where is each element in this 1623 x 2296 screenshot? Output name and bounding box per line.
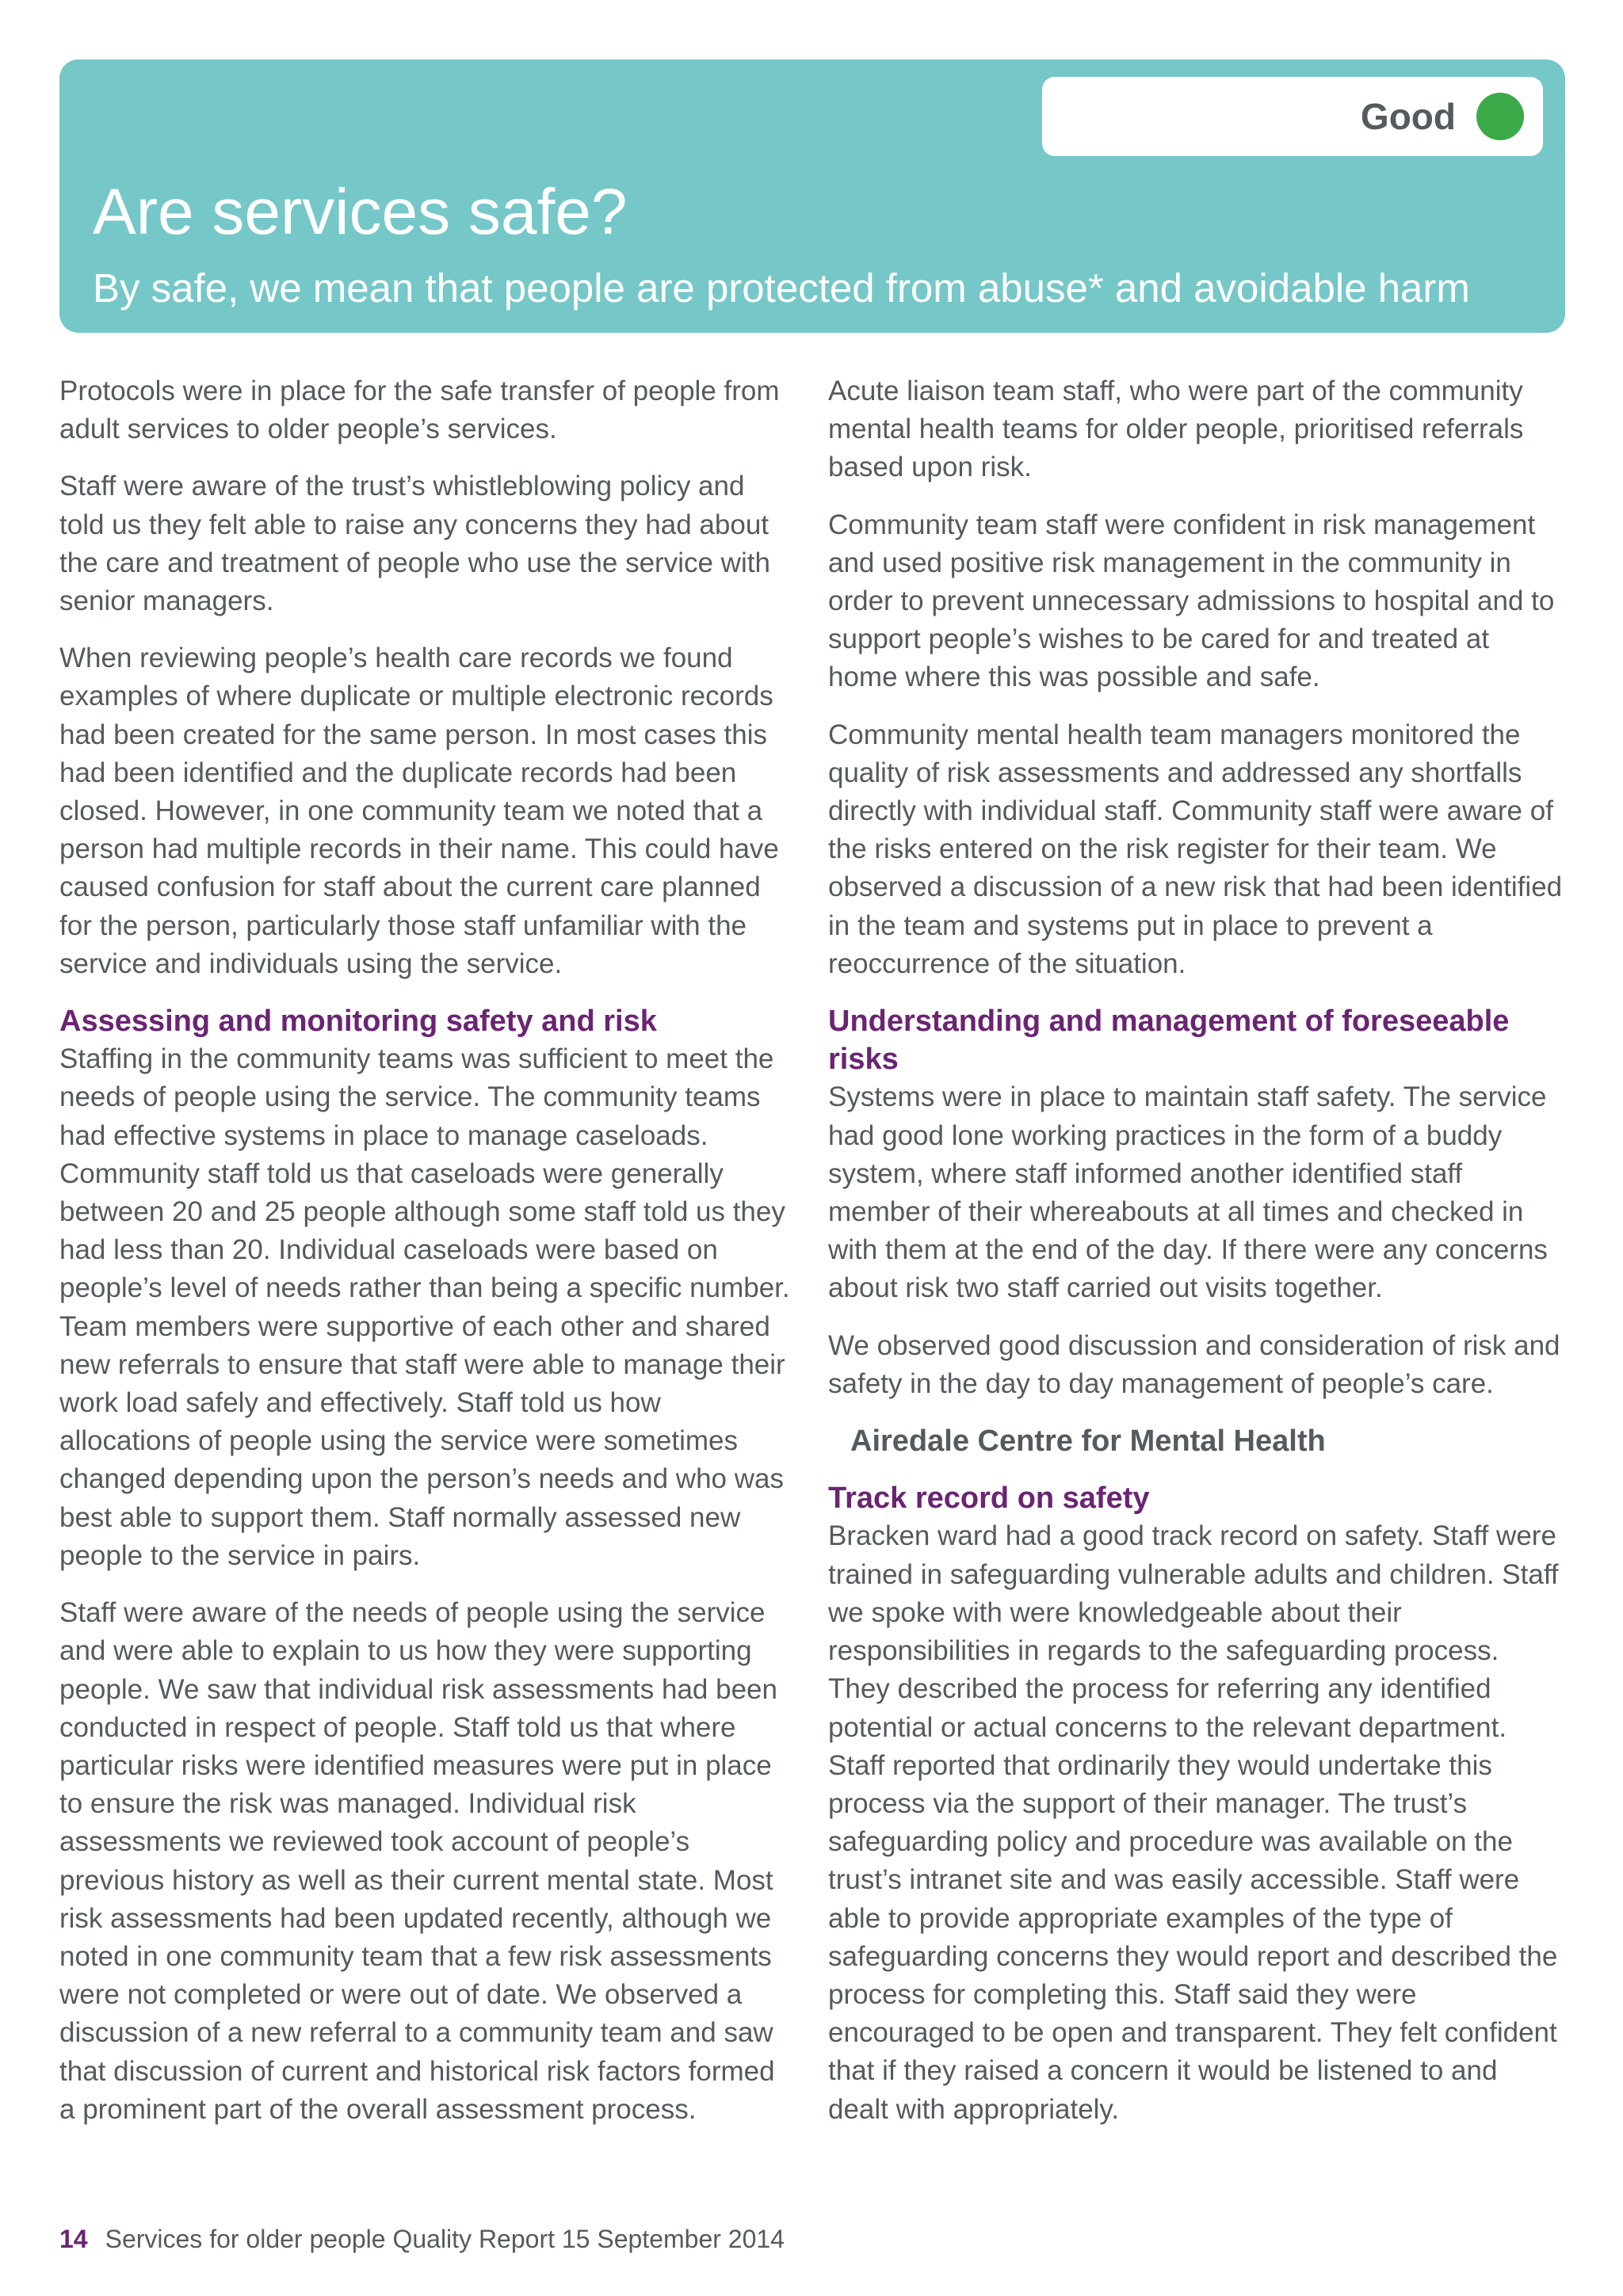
rating-label: Good bbox=[1360, 96, 1456, 137]
right-column bbox=[828, 372, 1565, 2148]
paragraph: Staff were aware of the trust’s whistleblowing policy and told us they felt able to raise any concerns they had about the care and treatment of people who use the service with senior managers. bbox=[59, 471, 770, 617]
section-heading: Assessing and monitoring safety and risk bbox=[59, 1005, 657, 1039]
paragraph: Staff were aware of the needs of people using the service and were able to explain to us how they were supporting people. We saw that individual risk assessments had been conducted in respect of people. Staff told us that where particular risks were identified measures were put in place to ensure the risk was managed. Individual risk assessments we reviewed took account of people’s previous history as well as their current mental state. Most risk assessments had been updated recently, although we noted in one community team that a few risk assessments were not completed or were out of date. We observed a discussion of a new referral to a community team and saw that discussion of current and historical risk factors formed a prominent part of the overall assessment process. bbox=[59, 1597, 777, 2125]
paragraph: Community team staff were confident in risk management and used positive risk management in the community in order to prevent unnecessary admissions to hospital and to support people’s wishes to be cared for and treated at home where this was possible and safe. bbox=[828, 509, 1555, 693]
paragraph: Acute liaison team staff, who were part of the community mental health teams for older people, prioritised referrals based upon risk. bbox=[828, 376, 1524, 483]
paragraph: When reviewing people’s health care records we found examples of where duplicate or multiple electronic records had been created for the same person. In most cases this had been identified and the duplicate records had been closed. However, in one community team we noted that a person had multiple records in their name. This could have caused confusion for staff about the current care planned for the person, particularly those staff unfamiliar with the service and individuals using the service. bbox=[59, 643, 779, 979]
rating-badge bbox=[1042, 77, 1543, 156]
section-heading: Track record on safety bbox=[828, 1482, 1150, 1516]
paragraph: Systems were in place to maintain staff safety. The service had good lone working practices in the form of a buddy system, where staff informed another identified staff member of their whereabouts at all times and checked in with them at the end of the day. If there were any concerns about risk two staff carried out visits together. bbox=[828, 1081, 1548, 1304]
page-number: 14 bbox=[59, 2225, 88, 2253]
paragraph: Bracken ward had a good track record on safety. Staff were trained in safeguarding vulnerable adults and children. Staff we spoke with were knowledgeable about their responsibilities in regards to the safeguarding process. They described the process for referring any identified potential or actual concerns to the relevant department. Staff reported that ordinarily they would undertake this process via the support of their manager. The trust’s safeguarding policy and procedure was available on the trust’s intranet site and was easily accessible. Staff were able to provide appropriate examples of the type of safeguarding concerns they would report and described the process for completing this. Staff said they were encouraged to be open and transparent. They felt confident that if they raised a concern it would be listened to and dealt with appropriately. bbox=[828, 1520, 1559, 2125]
left-column bbox=[59, 372, 796, 2148]
paragraph: Staffing in the community teams was sufficient to meet the needs of people using the service. The community teams had effective systems in place to manage caseloads. Community staff told us that caseloads were generally between 20 and 25 people although some staff told us they had less than 20. Individual caseloads were based on people’s level of needs rather than being a specific number. Team members were supportive of each other and shared new referrals to ensure that staff were able to manage their work load safely and effectively. Staff told us how allocations of people using the service were sometimes changed depending upon the person’s needs and who was best able to support them. Staff normally assessed new people to the service in pairs. bbox=[59, 1043, 790, 1571]
paragraph: Protocols were in place for the safe transfer of people from adult services to older people’s services. bbox=[59, 376, 780, 445]
footer-text: Services for older people Quality Report 15 September 2014 bbox=[105, 2225, 785, 2253]
rating-dot-icon bbox=[1476, 93, 1524, 140]
page-title: Are services safe? bbox=[93, 176, 628, 248]
header-banner bbox=[59, 59, 1565, 333]
subsection-title: Airedale Centre for Mental Health bbox=[850, 1425, 1326, 1459]
page-subtitle: By safe, we mean that people are protected from abuse* and avoidable harm bbox=[93, 265, 1470, 311]
section-heading: Understanding and management of foreseeable risks bbox=[828, 1005, 1510, 1077]
paragraph: We observed good discussion and consideration of risk and safety in the day to day management of people’s care. bbox=[828, 1329, 1560, 1399]
paragraph: Community mental health team managers monitored the quality of risk assessments and addressed any shortfalls directly with individual staff. Community staff were aware of the risks entered on the risk register for their team. We observed a discussion of a new risk that had been identified in the team and systems put in place to prevent a reoccurrence of the situation. bbox=[828, 719, 1563, 979]
page-footer bbox=[59, 2225, 785, 2254]
